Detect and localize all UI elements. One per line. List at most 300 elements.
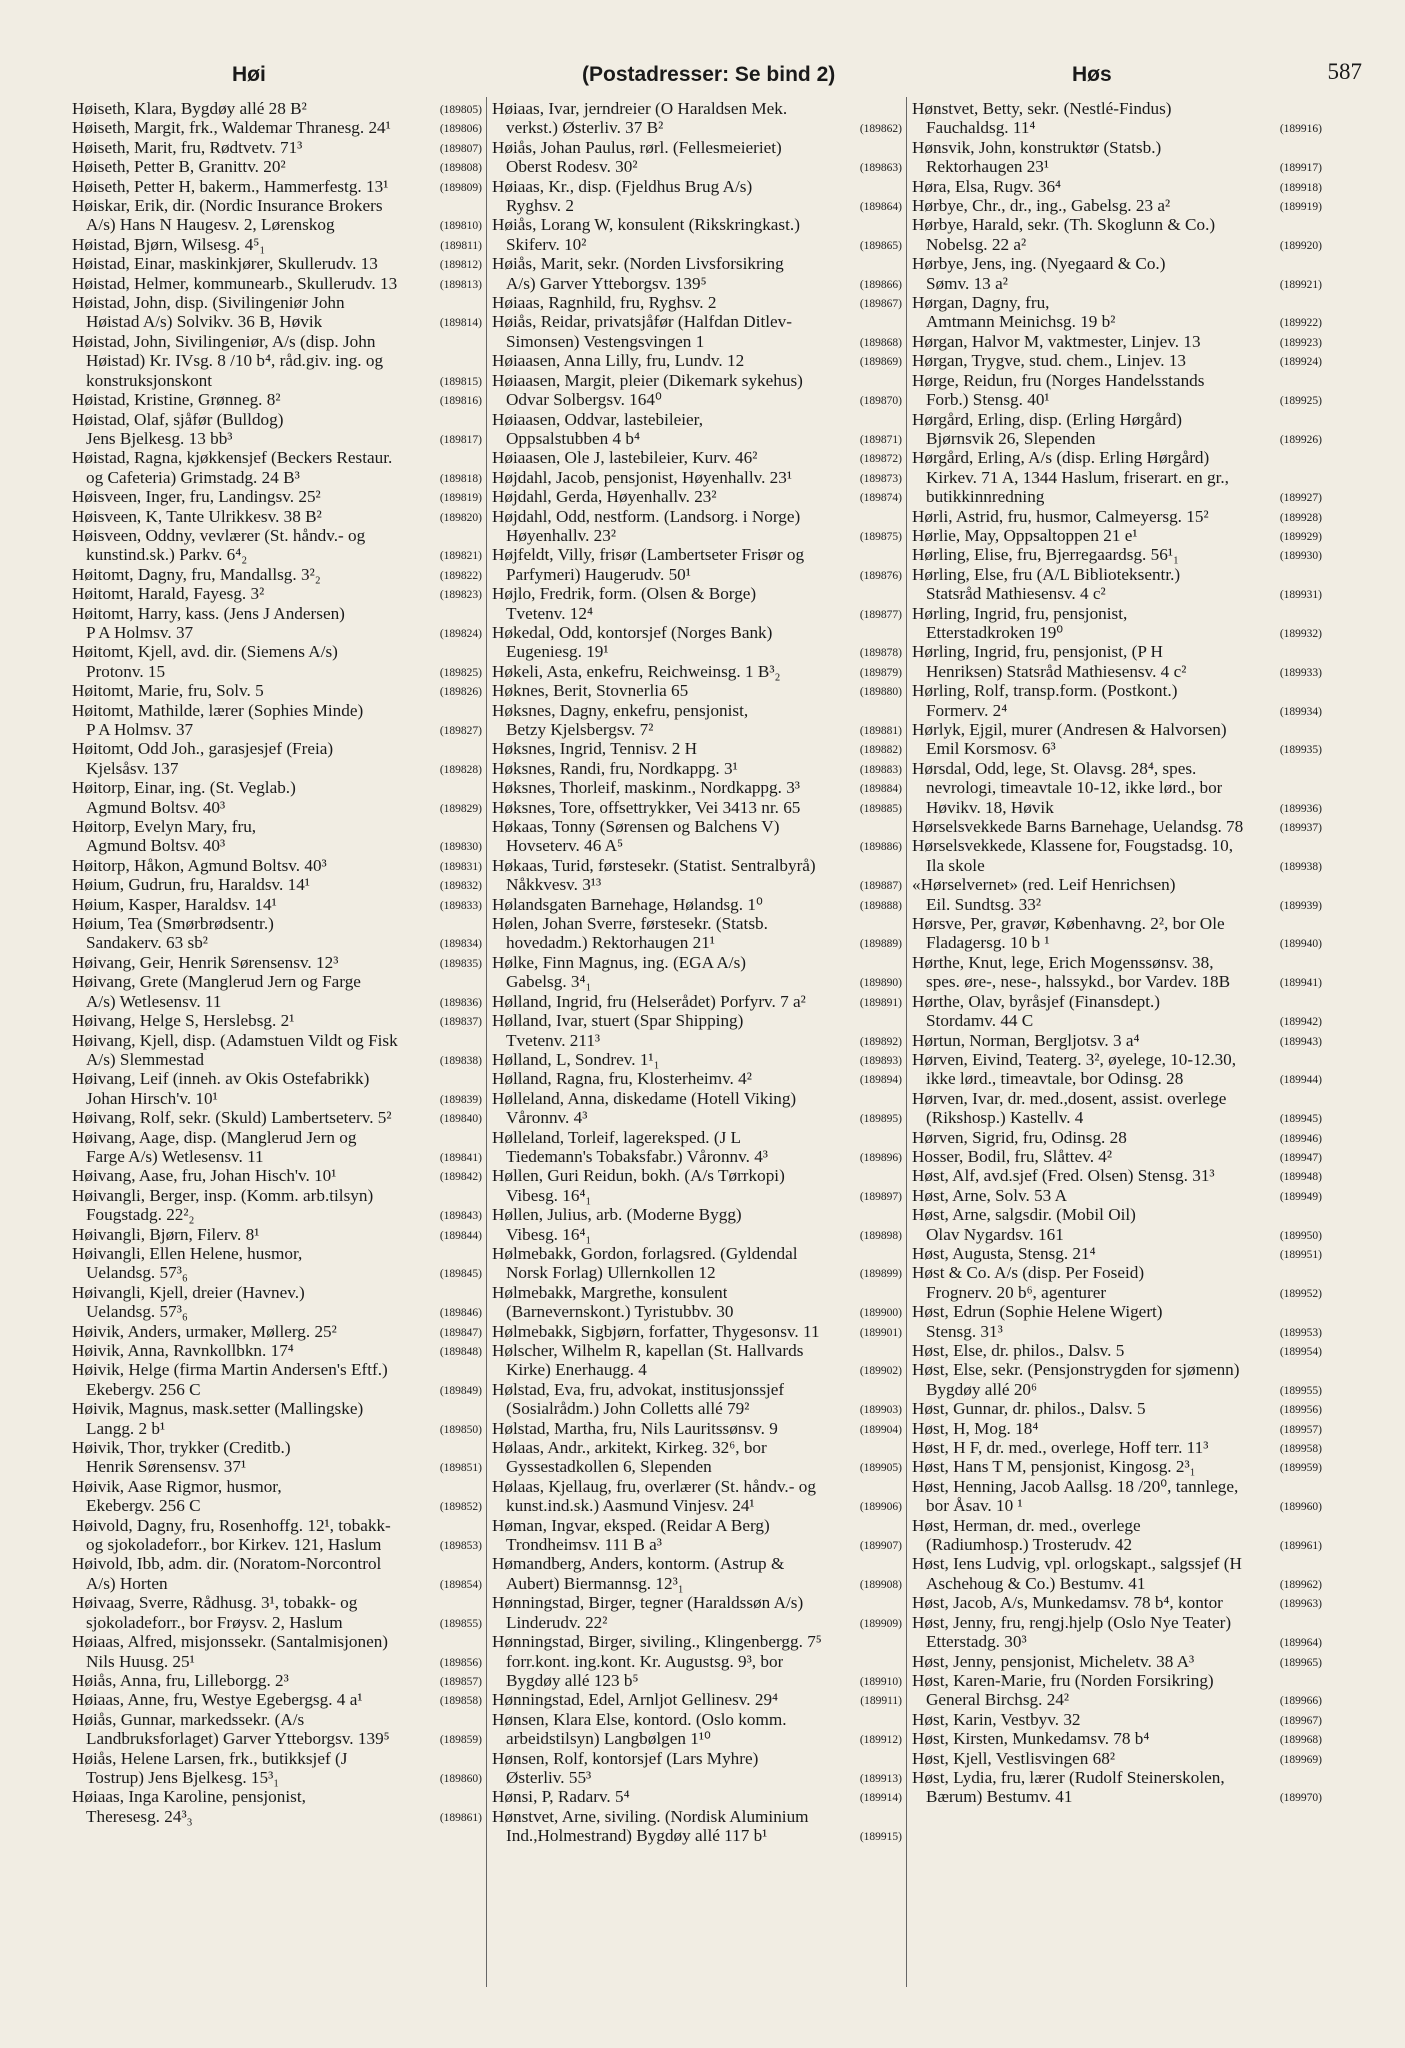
entry-text-line: Kjelsåsv. 137 <box>86 758 179 778</box>
entry-text-line: Høistad, John, Sivilingeniør, A/s (disp. John <box>72 331 376 351</box>
entry-text-line: Hørbye, Chr., dr., ing., Gabelsg. 23 a² <box>912 196 1171 216</box>
entry-number: (189955) <box>1279 1384 1322 1397</box>
entry-text-line: Hørlyk, Ejgil, murer (Andresen & Halvorsen) <box>912 720 1227 739</box>
entry-text-line: Høitomt, Marie, fru, Solv. 5 <box>72 681 264 701</box>
directory-entry <box>912 448 1322 506</box>
entry-text-line: Høitomt, Harald, Fayesg. 3² <box>72 584 265 604</box>
directory-entry <box>72 1128 482 1167</box>
entry-text-line: Gyssestadkollen 6, Slependen <box>506 1457 712 1477</box>
directory-entry <box>72 410 482 449</box>
entry-text-line: Høitomt, Dagny, fru, Mandallsg. 3²₂ <box>72 564 321 584</box>
entry-text-line: Høistad, Ragna, kjøkkensjef (Beckers Restaur. <box>72 448 393 468</box>
directory-entry <box>72 1031 482 1070</box>
entry-number: (189961) <box>1279 1540 1322 1553</box>
entry-text-line: Parfymeri) Haugerudv. 50¹ <box>506 564 691 584</box>
entry-text-line: Hønningstad, Birger, tegner (Haraldssøn A/s) <box>492 1593 804 1613</box>
entry-number: (189916) <box>1279 123 1322 136</box>
entry-text-line: Høivangli, Berger, insp. (Komm. arb.tilsyn) <box>72 1185 374 1205</box>
entry-text-line: Hørgan, Halvor M, vaktmester, Linjev. 13 <box>912 331 1201 351</box>
directory-entry <box>912 953 1322 992</box>
entry-text-line: Hønsi, P, Radarv. 5⁴ <box>492 1787 630 1807</box>
entry-text-line: Jens Bjelkesg. 13 bb³ <box>86 428 233 448</box>
entry-text-line: Hølke, Finn Magnus, ing. (EGA A/s) <box>492 952 746 972</box>
directory-entry <box>912 1768 1322 1807</box>
entry-text-line: A/s) Horten <box>86 1573 168 1593</box>
entry-number: (189824) <box>439 627 482 640</box>
entry-text-line: Hovseterv. 46 A⁵ <box>506 836 624 856</box>
entry-text-line: Højdahl, Gerda, Høyenhallv. 23² <box>492 487 717 507</box>
directory-entry <box>492 778 902 797</box>
entry-number: (189855) <box>439 1617 482 1630</box>
entry-text-line: A/s) Slemmestad <box>86 1049 204 1069</box>
directory-entry <box>72 642 482 681</box>
entry-number: (189883) <box>859 763 902 776</box>
entry-text-line: Høra, Elsa, Rugv. 36⁴ <box>912 176 1062 196</box>
entry-text-line: Formerv. 2⁴ <box>926 700 1008 720</box>
entry-text-line: Høst, H F, dr. med., overlege, Hoff terr. 11³ <box>912 1438 1209 1458</box>
entry-number: (189911) <box>860 1695 902 1708</box>
entry-number: (189832) <box>439 880 482 893</box>
entry-text-line: Høst, Kirsten, Munkedamsv. 78 b⁴ <box>912 1729 1150 1749</box>
entry-text-line: Hørven, Sigrid, fru, Odinsg. 28 <box>912 1127 1127 1147</box>
entry-text-line: Hølmebakk, Sigbjørn, forfatter, Thygesonsv. 11 <box>492 1321 820 1341</box>
entry-text-line: General Birchsg. 24² <box>926 1690 1070 1710</box>
entry-text-line: Rektorhaugen 23¹ <box>926 157 1050 177</box>
directory-entry <box>912 1438 1322 1457</box>
entry-number: (189894) <box>859 1074 902 1087</box>
directory-entry <box>492 1244 902 1283</box>
entry-text-line: Høistad, Olaf, sjåfør (Bulldog) <box>72 409 284 429</box>
entry-text-line: Aubert) Biermannsg. 12³₁ <box>506 1573 684 1593</box>
directory-entry <box>912 177 1322 196</box>
entry-text-line: Trondheimsv. 111 B a³ <box>506 1535 662 1555</box>
entry-text-line: Hørgan, Dagny, fru, <box>912 293 1050 313</box>
entry-number: (189816) <box>439 395 482 408</box>
directory-entry <box>72 1322 482 1341</box>
entry-number: (189871) <box>859 433 902 446</box>
entry-text-line: (Radiumhosp.) Trosterudv. 42 <box>926 1535 1133 1555</box>
directory-entry <box>492 1380 902 1419</box>
entry-number: (189939) <box>1279 899 1322 912</box>
entry-number: (189853) <box>439 1540 482 1553</box>
entry-text-line: Sømv. 13 a² <box>926 273 1008 293</box>
directory-entry <box>492 798 902 817</box>
directory-entry <box>72 274 482 293</box>
entry-number: (189859) <box>439 1734 482 1747</box>
entry-text-line: Høst, Kjell, Vestlisvingen 68² <box>912 1748 1115 1768</box>
directory-entry <box>72 1283 482 1322</box>
entry-number: (189875) <box>859 530 902 543</box>
directory-entry <box>492 138 902 177</box>
directory-entry <box>912 1031 1322 1050</box>
directory-entry <box>72 739 482 778</box>
entry-number: (189900) <box>859 1307 902 1320</box>
header-right-keyword: Høs <box>1072 63 1112 86</box>
directory-entry <box>492 759 902 778</box>
entry-text-line: Oppsalstubben 4 b⁴ <box>506 428 640 448</box>
entry-text-line: Høium, Kasper, Haraldsv. 14¹ <box>72 894 277 914</box>
directory-entry <box>912 1419 1322 1438</box>
entry-text-line: Høiseth, Petter H, bakerm., Hammerfestg. 13¹ <box>72 176 389 196</box>
entry-text-line: Høistad, Bjørn, Wilsesg. 4⁵₁ <box>72 234 266 254</box>
entry-text-line: Hølaas, Andr., arkitekt, Kirkeg. 32⁶, bor <box>492 1438 767 1458</box>
entry-number: (189934) <box>1279 705 1322 718</box>
entry-text-line: Nåkkvesv. 3¹³ <box>506 875 602 895</box>
entry-text-line: Hønsen, Klara Else, kontord. (Oslo komm. <box>492 1709 787 1729</box>
entry-number: (189848) <box>439 1346 482 1358</box>
entry-text-line: Odvar Solbergsv. 164⁰ <box>506 390 662 410</box>
entry-number: (189893) <box>859 1054 902 1067</box>
entry-text-line: Hølandsgaten Barnehage, Hølandsg. 1⁰ <box>492 894 763 914</box>
directory-entry <box>492 895 902 914</box>
entry-text-line: Hørling, Ingrid, fru, pensjonist, (P H <box>912 642 1163 662</box>
entry-text-line: Hømandberg, Anders, kontorm. (Astrup & <box>492 1554 785 1574</box>
entry-number: (189907) <box>859 1540 902 1553</box>
entry-number: (189843) <box>439 1210 482 1223</box>
entry-text-line: Høium, Tea (Smørbrødsentr.) <box>72 914 274 934</box>
directory-entry <box>72 99 482 118</box>
directory-entry <box>492 1554 902 1593</box>
directory-entry <box>72 332 482 390</box>
entry-text-line: Høst, Gunnar, dr. philos., Dalsv. 5 <box>912 1399 1146 1419</box>
directory-entry <box>912 759 1322 817</box>
entry-text-line: Vibesg. 16⁴₁ <box>506 1185 592 1205</box>
directory-entry <box>492 468 902 487</box>
entry-text-line: Våronnv. 4³ <box>506 1108 588 1128</box>
entry-text-line: Hønsvik, John, konstruktør (Statsb.) <box>912 137 1162 157</box>
entry-text-line: Uelandsg. 57³₆ <box>86 1263 188 1283</box>
entry-text-line: Ryghsv. 2 <box>506 196 574 216</box>
directory-entry <box>72 177 482 196</box>
entry-text-line: Linderudv. 22² <box>506 1612 608 1632</box>
directory-entry <box>492 371 902 410</box>
directory-entry <box>72 293 482 332</box>
entry-text-line: Højdahl, Odd, nestform. (Landsorg. i Norge) <box>492 506 801 526</box>
entry-text-line: Høksnes, Dagny, enkefru, pensjonist, <box>492 700 749 720</box>
entry-number: (189938) <box>1279 860 1322 873</box>
entry-text-line: (Rikshosp.) Kastellv. 4 <box>926 1108 1084 1128</box>
entry-number: (189966) <box>1279 1695 1322 1708</box>
entry-text-line: Hørling, Elise, fru, Bjerregaardsg. 56¹₁ <box>912 545 1179 565</box>
entry-text-line: Høitomt, Mathilde, lærer (Sophies Minde) <box>72 700 364 720</box>
directory-entry <box>912 351 1322 370</box>
entry-number: (189922) <box>1279 317 1322 330</box>
entry-number: (189968) <box>1279 1734 1322 1747</box>
directory-entry <box>72 526 482 565</box>
entry-number: (189969) <box>1279 1753 1322 1766</box>
directory-entry <box>72 1244 482 1283</box>
entry-number: (189924) <box>1279 356 1322 369</box>
entry-number: (189944) <box>1279 1074 1322 1087</box>
entry-text-line: bor Åsav. 10 ¹ <box>926 1496 1023 1516</box>
entry-number: (189925) <box>1279 395 1322 408</box>
entry-number: (189810) <box>439 220 482 233</box>
entry-text-line: Høitomt, Kjell, avd. dir. (Siemens A/s) <box>72 642 338 662</box>
entry-text-line: Høvikv. 18, Høvik <box>926 797 1054 817</box>
entry-text-line: Hølstad, Eva, fru, advokat, institusjonssjef <box>492 1379 785 1399</box>
entry-text-line: Forb.) Stensg. 40¹ <box>926 390 1050 410</box>
entry-text-line: P A Holmsv. 37 <box>86 720 194 739</box>
entry-text-line: A/s) Wetlesensv. 11 <box>86 991 222 1011</box>
directory-entry <box>72 1477 482 1516</box>
directory-entry <box>912 1729 1322 1748</box>
directory-entry <box>912 1244 1322 1263</box>
entry-text-line: A/s) Garver Ytteborgsv. 139⁵ <box>506 273 707 293</box>
entry-text-line: Høksnes, Tore, offsettrykker, Vei 3413 nr. 65 <box>492 797 801 817</box>
directory-entry <box>912 1671 1322 1710</box>
entry-text-line: Skiferv. 10² <box>506 234 587 254</box>
entry-text-line: Uelandsg. 57³₆ <box>86 1302 188 1322</box>
entry-text-line: Hølland, Ragna, fru, Klosterheimv. 4² <box>492 1069 752 1089</box>
entry-number: (189881) <box>859 725 902 737</box>
entry-text-line: Hølscher, Wilhelm R, kapellan (St. Hallvards <box>492 1341 804 1360</box>
entry-text-line: Kirkev. 71 A, 1344 Haslum, friserart. en gr., <box>926 467 1229 487</box>
directory-entry <box>492 1477 902 1516</box>
entry-text-line: Høivik, Helge (firma Martin Andersen's Eftf.) <box>72 1360 388 1380</box>
entry-text-line: Høistad, Kristine, Grønneg. 8² <box>72 390 281 410</box>
entry-number: (189870) <box>859 395 902 408</box>
entry-text-line: Aschehoug & Co.) Bestumv. 41 <box>926 1573 1146 1593</box>
directory-entry <box>492 1807 902 1846</box>
entry-text-line: og Cafeteria) Grimstadg. 24 B³ <box>86 467 300 487</box>
directory-entry <box>912 565 1322 604</box>
directory-entry <box>912 1341 1322 1360</box>
entry-number: (189857) <box>439 1675 482 1688</box>
entry-text-line: kunst.ind.sk.) Aasmund Vinjesv. 24¹ <box>506 1496 755 1516</box>
entry-number: (189918) <box>1279 181 1322 194</box>
entry-number: (189838) <box>439 1054 482 1067</box>
directory-entry <box>912 99 1322 138</box>
entry-text-line: og sjokoladeforr., bor Kirkev. 121, Haslum <box>86 1535 382 1555</box>
entry-number: (189821) <box>439 550 482 563</box>
entry-number: (189920) <box>1279 239 1322 252</box>
entry-number: (189945) <box>1279 1113 1322 1126</box>
directory-entry <box>492 312 902 351</box>
entry-text-line: hovedadm.) Rektorhaugen 21¹ <box>506 933 715 953</box>
entry-text-line: Ekebergv. 256 C <box>86 1496 201 1516</box>
entry-text-line: Nils Huusg. 25¹ <box>86 1651 195 1671</box>
entry-text-line: Høitomt, Harry, kass. (Jens J Andersen) <box>72 603 345 623</box>
directory-entry <box>912 1360 1322 1399</box>
entry-number: (189948) <box>1279 1171 1322 1184</box>
entry-number: (189937) <box>1279 822 1322 835</box>
directory-entry <box>72 138 482 157</box>
entry-text-line: Hørling, Else, fru (A/L Biblioteksentr.) <box>912 564 1181 584</box>
directory-entry <box>912 1652 1322 1671</box>
entry-text-line: Høivang, Grete (Manglerud Jern og Farge <box>72 972 361 992</box>
entry-text-line: Bjørnsvik 26, Slependen <box>926 428 1096 448</box>
entry-number: (189949) <box>1279 1190 1322 1203</box>
entry-text-line: Høivang, Aage, disp. (Manglerud Jern og <box>72 1127 357 1147</box>
entry-number: (189946) <box>1279 1132 1322 1145</box>
directory-entry <box>72 681 482 700</box>
directory-columns <box>72 99 1362 2029</box>
entry-text-line: Høst, Else, dr. philos., Dalsv. 5 <box>912 1341 1125 1360</box>
entry-text-line: Hønningstad, Edel, Arnljot Gellinesv. 29⁴ <box>492 1690 779 1710</box>
entry-text-line: Høiaas, Alfred, misjonssekr. (Santalmisjonen) <box>72 1632 389 1652</box>
entry-text-line: Høisveen, Oddny, vevlærer (St. håndv.- og <box>72 525 366 545</box>
entry-number: (189858) <box>439 1695 482 1708</box>
directory-entry <box>492 254 902 293</box>
directory-entry <box>72 157 482 176</box>
entry-text-line: Agmund Boltsv. 40³ <box>86 797 226 817</box>
entry-number: (189956) <box>1279 1404 1322 1417</box>
entry-text-line: Farge A/s) Wetlesensv. 11 <box>86 1146 264 1166</box>
entry-text-line: Hørthe, Olav, byråsjef (Finansdept.) <box>912 991 1161 1011</box>
entry-text-line: Vibesg. 16⁴₁ <box>506 1224 592 1244</box>
entry-text-line: Høst, Hans T M, pensjonist, Kingosg. 2³₁ <box>912 1457 1196 1477</box>
entry-number: (189952) <box>1279 1287 1322 1300</box>
entry-text-line: Høknes, Berit, Stovnerlia 65 <box>492 681 689 701</box>
entry-number: (189913) <box>859 1772 902 1785</box>
entry-number: (189862) <box>859 123 902 136</box>
entry-text-line: Fladagersg. 10 b ¹ <box>926 933 1050 953</box>
entry-number: (189831) <box>439 860 482 873</box>
entry-number: (189866) <box>859 278 902 291</box>
directory-entry <box>912 1186 1322 1205</box>
entry-number: (189891) <box>859 996 902 1009</box>
entry-number: (189849) <box>439 1384 482 1397</box>
directory-entry <box>492 1283 902 1322</box>
directory-entry <box>492 1593 902 1632</box>
entry-text-line: Høiseth, Margit, frk., Waldemar Thranesg. 24¹ <box>72 118 391 138</box>
entry-text-line: Frognerv. 20 b⁶, agenturer <box>926 1282 1107 1302</box>
entry-number: (189882) <box>859 744 902 757</box>
entry-number: (189877) <box>859 608 902 621</box>
entry-text-line: Høiaas, Ragnhild, fru, Ryghsv. 2 <box>492 293 717 313</box>
entry-number: (189915) <box>859 1831 902 1844</box>
entry-text-line: Høivang, Rolf, sekr. (Skuld) Lambertseterv. 5² <box>72 1108 392 1128</box>
entry-text-line: Hørthe, Knut, lege, Erich Mogenssønsv. 38, <box>912 952 1214 972</box>
directory-entry <box>492 99 902 138</box>
entry-text-line: Høivold, Ibb, adm. dir. (Noratom-Norcontrol <box>72 1554 382 1574</box>
directory-entry <box>492 1089 902 1128</box>
directory-entry <box>912 293 1322 332</box>
entry-text-line: Theresesg. 24³₃ <box>86 1806 193 1826</box>
entry-number: (189901) <box>859 1326 902 1339</box>
entry-text-line: Høitorp, Einar, ing. (St. Veglab.) <box>72 778 296 798</box>
directory-entry <box>72 1554 482 1593</box>
directory-entry <box>912 1089 1322 1128</box>
entry-text-line: Hølland, Ingrid, fru (Helserådet) Porfyrv. 7 a² <box>492 991 806 1011</box>
entry-text-line: Norsk Forlag) Ullernkollen 12 <box>506 1263 716 1283</box>
entry-text-line: Høksnes, Randi, fru, Nordkappg. 3¹ <box>492 758 738 778</box>
entry-text-line: Hønningstad, Birger, siviling., Klingenbergg. 7⁵ <box>492 1632 822 1652</box>
directory-entry <box>492 177 902 216</box>
entry-number: (189947) <box>1279 1151 1322 1164</box>
entry-text-line: Høyenhallv. 23² <box>506 525 617 545</box>
directory-entry <box>912 1302 1322 1341</box>
entry-number: (189805) <box>439 104 482 116</box>
directory-entry <box>492 992 902 1011</box>
entry-text-line: Hørsdal, Odd, lege, St. Olavsg. 28⁴, spes. <box>912 758 1197 778</box>
entry-text-line: sjokoladeforr., bor Frøysv. 2, Haslum <box>86 1612 343 1632</box>
directory-entry <box>492 1011 902 1050</box>
entry-text-line: Bærum) Bestumv. 41 <box>926 1787 1073 1807</box>
entry-text-line: Høiaasen, Anna Lilly, fru, Lundv. 12 <box>492 351 745 371</box>
entry-number: (189910) <box>859 1675 902 1688</box>
directory-entry <box>912 1263 1322 1302</box>
entry-text-line: Landbruksforlaget) Garver Ytteborgsv. 139⁵ <box>86 1729 390 1749</box>
entry-text-line: Tiedemann's Tobaksfabr.) Våronnv. 4³ <box>506 1146 768 1166</box>
entry-text-line: Johan Hirsch'v. 10¹ <box>86 1088 218 1108</box>
entry-number: (189908) <box>859 1578 902 1591</box>
entry-text-line: Høitomt, Odd Joh., garasjesjef (Freia) <box>72 739 334 759</box>
entry-text-line: Høiseth, Klara, Bygdøy allé 28 B² <box>72 99 307 118</box>
entry-text-line: Høivik, Thor, trykker (Creditb.) <box>72 1438 291 1458</box>
entry-text-line: Høst, Arne, Solv. 53 A <box>912 1185 1068 1205</box>
entry-number: (189869) <box>859 356 902 369</box>
entry-text-line: Hørling, Rolf, transp.form. (Postkont.) <box>912 681 1178 701</box>
entry-number: (189867) <box>859 298 902 311</box>
entry-text-line: Høiås, Reidar, privatsjåfør (Halfdan Ditlev- <box>492 312 792 332</box>
directory-entry <box>912 1516 1322 1555</box>
entry-text-line: Høiaas, Ivar, jerndreier (O Haraldsen Mek. <box>492 99 788 118</box>
entry-number: (189942) <box>1279 1016 1322 1029</box>
entry-text-line: kunstind.sk.) Parkv. 6⁴₂ <box>86 545 248 565</box>
directory-entry <box>72 1690 482 1709</box>
directory-entry <box>492 584 902 623</box>
directory-entry <box>492 1205 902 1244</box>
entry-text-line: Langg. 2 b¹ <box>86 1418 166 1438</box>
entry-number: (189931) <box>1279 589 1322 602</box>
directory-column-3 <box>912 99 1322 1807</box>
directory-entry <box>72 1787 482 1826</box>
directory-entry <box>492 701 902 740</box>
entry-number: (189884) <box>859 783 902 796</box>
directory-entry <box>72 448 482 487</box>
entry-number: (189951) <box>1279 1248 1322 1261</box>
entry-text-line: Simonsen) Vestengsvingen 1 <box>506 331 705 351</box>
entry-text-line: Nobelsg. 22 a² <box>926 234 1027 254</box>
entry-text-line: A/s) Hans N Haugesv. 2, Lørenskog <box>86 215 335 235</box>
entry-text-line: Stordamv. 44 C <box>926 1011 1034 1031</box>
entry-text-line: verkst.) Østerliv. 37 B² <box>506 118 664 138</box>
directory-entry <box>492 739 902 758</box>
entry-number: (189897) <box>859 1190 902 1203</box>
entry-number: (189904) <box>859 1423 902 1436</box>
entry-text-line: Høkaas, Turid, førstesekr. (Statist. Sentralbyrå) <box>492 855 816 875</box>
entry-text-line: Hørbye, Jens, ing. (Nyegaard & Co.) <box>912 254 1166 274</box>
entry-number: (189896) <box>859 1151 902 1164</box>
entry-number: (189815) <box>439 375 482 388</box>
entry-number: (189892) <box>859 1035 902 1048</box>
entry-number: (189899) <box>859 1268 902 1281</box>
directory-entry <box>912 507 1322 526</box>
entry-text-line: Hølen, Johan Sverre, førstesekr. (Statsb. <box>492 914 768 934</box>
directory-entry <box>492 293 902 312</box>
entry-text-line: Høst, Lydia, fru, lærer (Rudolf Steinerskolen, <box>912 1767 1225 1787</box>
entry-text-line: Høman, Ingvar, eksped. (Reidar A Berg) <box>492 1515 770 1535</box>
entry-number: (189950) <box>1279 1229 1322 1242</box>
directory-entry <box>72 118 482 137</box>
entry-text-line: Tostrup) Jens Bjelkesg. 15³₁ <box>86 1767 280 1787</box>
entry-number: (189865) <box>859 239 902 252</box>
entry-number: (189933) <box>1279 666 1322 679</box>
entry-number: (189813) <box>439 278 482 291</box>
entry-text-line: Høiås, Marit, sekr. (Norden Livsforsikring <box>492 254 784 274</box>
entry-number: (189812) <box>439 259 482 272</box>
entry-text-line: Høllen, Guri Reidun, bokh. (A/s Tørrkopi) <box>492 1166 785 1186</box>
directory-entry <box>492 410 902 449</box>
entry-text-line: Høst, Else, sekr. (Pensjonstrygden for sjømenn) <box>912 1360 1240 1380</box>
entry-text-line: Hølmebakk, Margrethe, konsulent <box>492 1282 728 1302</box>
entry-text-line: Høivik, Magnus, mask.setter (Mallingske) <box>72 1399 364 1419</box>
entry-text-line: Hørlie, May, Oppsaltoppen 21 e¹ <box>912 525 1138 545</box>
directory-entry <box>912 410 1322 449</box>
entry-text-line: Høistad, Helmer, kommunearb., Skullerudv. 13 <box>72 273 398 293</box>
entry-text-line: Høkeli, Asta, enkefru, Reichweinsg. 1 B³₂ <box>492 661 781 681</box>
